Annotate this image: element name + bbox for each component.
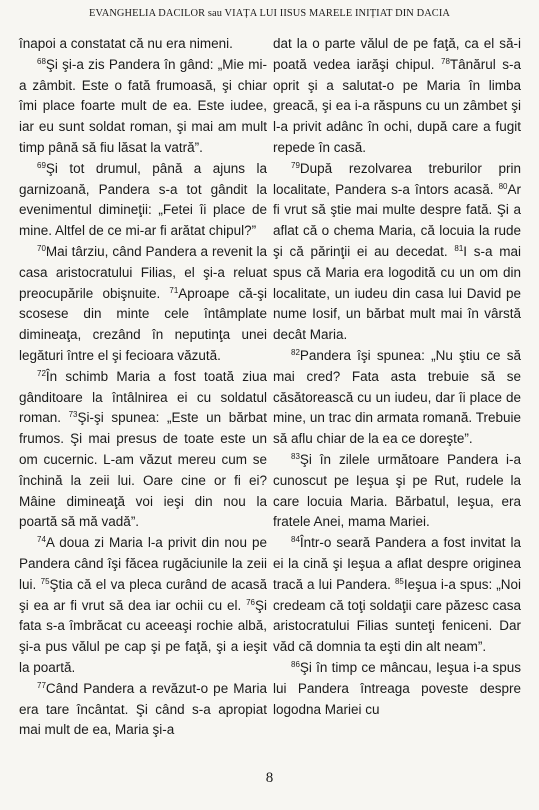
verse-text: Într-o seară Pandera a fost invitat la ei la cină şi Ieşua a aflat despre originea tracă a lui Pandera. xyxy=(273,535,521,592)
verse-number: 71 xyxy=(169,285,179,295)
paragraph xyxy=(273,533,521,658)
verse-text: I s-a mai spus că Maria era logodită cu un om din localitate, un iudeu din casa lui David pe nume Iosif, un bărbat mult mai în vârstă decât Maria. xyxy=(273,243,521,343)
verse-text: Tânărul s-a oprit şi a salutat-o pe Maria în limba greacă, şi ea i-a răspuns cu un zâmbet şi l-a privit adânc în ochi, după care a fugit repede în casă. xyxy=(273,56,521,155)
verse-number: 85 xyxy=(394,576,404,586)
verse-text: A doua zi Maria l-a privit din nou pe Pandera când îşi făcea rugăciunile la zeii lui. xyxy=(19,535,267,592)
paragraph xyxy=(19,159,267,242)
verse-number: 84 xyxy=(291,535,300,545)
verse-text: După rezolvarea treburilor prin localitate, Pandera s-a întors acasă. xyxy=(273,160,521,197)
verse-text: Şi în zilele următoare Pandera i-a cunoscut pe Ieşua şi pe Rut, rudele la care locuia Maria. Bărbatul, Ieşua, era fratele Anei, mama Mariei. xyxy=(273,451,521,530)
paragraph xyxy=(19,679,267,741)
verse-number: 83 xyxy=(291,451,300,461)
paragraph xyxy=(273,159,521,346)
verse-text: Când Pandera a revăzut-o pe Maria era tare încântat. Şi când s-a apropiat mai mult de ea, Maria şi-a xyxy=(19,680,267,738)
verse-text: Şi în timp ce mâncau, Ieşua i-a spus lui Pandera întreaga poveste despre logodna Mariei cu xyxy=(273,659,521,717)
verse-text: Ştia că el va pleca curând de acasă şi ea ar fi vrut să dea iar ochii cu el. xyxy=(19,576,267,613)
paragraph xyxy=(19,242,267,367)
verse-number: 86 xyxy=(291,659,300,669)
paragraph xyxy=(19,533,267,679)
verse-text: Mai târziu, când Pandera a revenit la casa aristocratului Filias, el şi-a reluat preocupările obişnuite. xyxy=(19,243,267,301)
paragraph xyxy=(273,658,521,720)
verse-number: 68 xyxy=(37,56,46,66)
verse-number: 76 xyxy=(246,597,255,607)
verse-text: dat la o parte vălul de pe faţă, ca el să-i poată vedea iarăşi chipul. xyxy=(273,36,521,72)
verse-number: 75 xyxy=(40,576,50,586)
verse-number: 78 xyxy=(441,56,450,66)
right-column xyxy=(273,34,521,720)
verse-text: Ar fi vrut să ştie mai multe despre fată. Şi a aflat că o chema Maria, că locuia la rude şi că părinţii ei au decedat. xyxy=(273,181,521,259)
verse-number: 70 xyxy=(37,243,46,253)
verse-number: 80 xyxy=(498,181,508,191)
paragraph xyxy=(273,34,521,159)
verse-number: 73 xyxy=(68,410,78,420)
paragraph xyxy=(273,450,521,533)
verse-number: 77 xyxy=(37,680,46,690)
verse-text: În schimb Maria a fost toată ziua gânditoare la întâlnirea ei cu soldatul roman. xyxy=(19,368,267,426)
running-header: EVANGHELIA DACILOR sau VIAȚA LUI IISUS MARELE INIȚIAT DIN DACIA xyxy=(89,8,450,19)
paragraph xyxy=(273,346,521,450)
verse-text: Şi tot drumul, până a ajuns la garnizoană, Pandera s-a tot gândit la evenimentul dimineţii: „Fetei îi place de mine. Altfel de ce mi-ar fi arătat chipul?” xyxy=(19,160,267,239)
verse-number: 79 xyxy=(291,160,300,170)
verse-text: Şi şi-a zis Pandera în gând: „Mie mi-a zâmbit. Este o fată frumoasă, şi chiar îmi place foarte mult de ea. Este iudee, iar eu sunt soldat roman, şi mai am mult timp până să fiu lăsat la vatră”. xyxy=(19,56,267,155)
paragraph xyxy=(19,55,267,159)
paragraph xyxy=(19,367,267,533)
page-number: 8 xyxy=(265,770,274,786)
verse-number: 82 xyxy=(291,347,300,357)
verse-number: 72 xyxy=(37,368,46,378)
verse-text: înapoi a constatat că nu era nimeni. xyxy=(19,36,233,51)
paragraph xyxy=(19,34,267,55)
verse-text: Şi fata s-a îmbrăcat cu aceeaşi rochie albă, şi-a pus vălul pe cap şi pe faţă, şi a ieşit la poartă. xyxy=(19,597,267,675)
left-column xyxy=(19,34,267,741)
verse-text: Aproape că-şi scosese din minte cele întâmplate dimineaţa, crezând în neputinţa unei legături între el şi fecioara văzută. xyxy=(19,285,267,363)
verse-number: 81 xyxy=(454,243,464,253)
verse-text: Pandera îşi spunea: „Nu ştiu ce să mai cred? Fata asta trebuie să se căsătorească cu un iudeu, dar îi place de mine, un trac din armata romană. Trebuie să aflu chiar de la ea ce doreşte”. xyxy=(273,347,521,447)
verse-number: 69 xyxy=(37,160,46,170)
verse-text: Şi-şi spunea: „Este un bărbat frumos. Şi mai presus de toate este un om cucernic. L-am văzut mereu cum se închină la zeii lui. Oare cine or fi ei? Mâine dimineaţă voi ieşi din nou la poartă să mă vadă”. xyxy=(19,410,267,530)
verse-text: Ieşua i-a spus: „Noi credeam că toţi soldaţii care păzesc casa aristocratului Filias sunteţi feniceni. Dar văd că domnia ta eşti din alt neam”. xyxy=(273,576,521,655)
verse-number: 74 xyxy=(37,535,46,545)
